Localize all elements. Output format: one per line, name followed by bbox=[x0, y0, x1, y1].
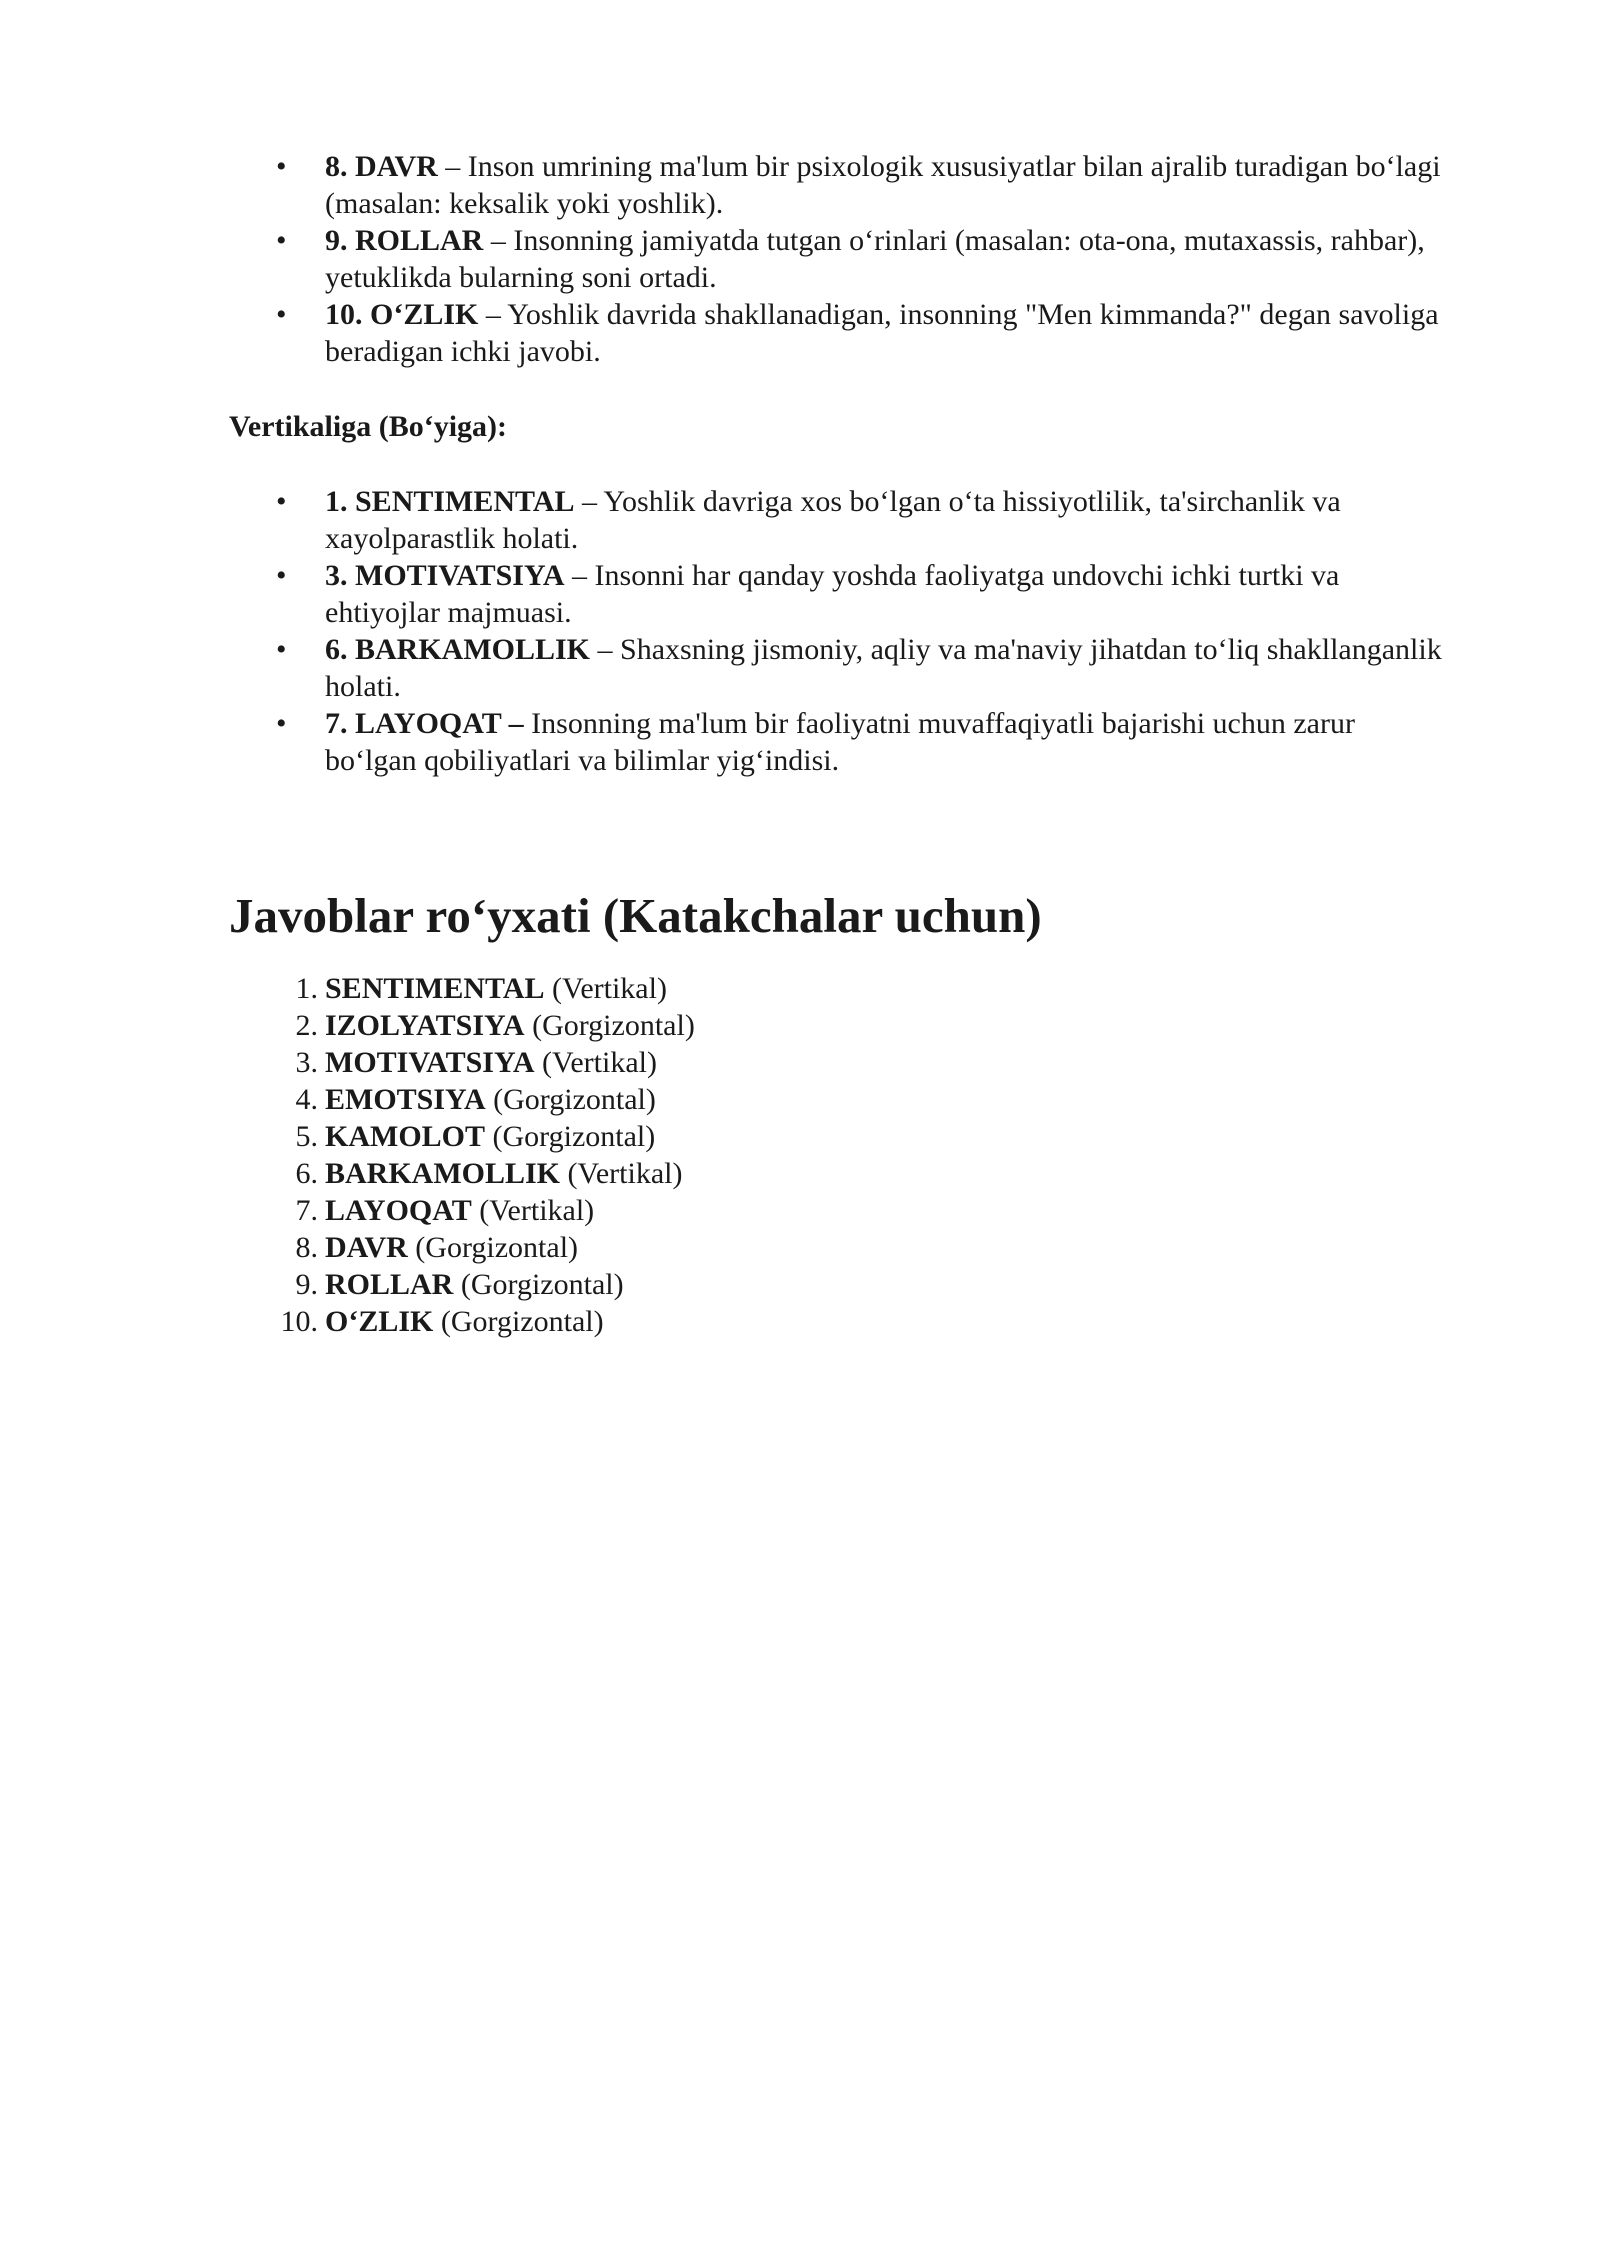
item-number: 4. bbox=[295, 1083, 318, 1116]
answer-direction: (Gorgizontal) bbox=[524, 1009, 695, 1042]
term: 9. ROLLAR bbox=[325, 224, 484, 257]
item-number: 2. bbox=[295, 1009, 318, 1042]
answer-direction: (Gorgizontal) bbox=[407, 1231, 579, 1264]
bullet-icon: • bbox=[276, 633, 287, 666]
answer-direction: (Gorgizontal) bbox=[433, 1305, 604, 1338]
bullet-icon: • bbox=[276, 150, 287, 183]
term: 10. O‘ZLIK bbox=[325, 298, 479, 331]
answer-direction: (Vertikal) bbox=[534, 1046, 657, 1079]
item-number: 1. bbox=[295, 972, 318, 1005]
definition: – Yoshlik davrida shakllanadigan, insonning "Men kimmanda?" degan savoliga beradigan ichki javobi. bbox=[325, 298, 1439, 368]
answer-direction: (Gorgizontal) bbox=[485, 1083, 656, 1116]
answer-word: MOTIVATSIYA bbox=[325, 1046, 535, 1079]
list-item bbox=[229, 705, 1449, 779]
definition: – Shaxsning jismoniy, aqliy va ma'naviy jihatdan to‘liq shakllanganlik holati. bbox=[325, 633, 1442, 703]
answer-direction: (Vertikal) bbox=[471, 1194, 595, 1227]
list-item bbox=[229, 296, 1449, 370]
bullet-icon: • bbox=[276, 298, 287, 331]
answer-word: LAYOQAT bbox=[325, 1194, 472, 1227]
answer-item bbox=[229, 1081, 1449, 1118]
answer-direction: (Vertikal) bbox=[560, 1157, 683, 1190]
vertical-section-label: Vertikaliga (Bo‘yiga): bbox=[229, 410, 508, 443]
term: 1. SENTIMENTAL bbox=[325, 485, 575, 518]
answers-heading: Javoblar ro‘yxati (Katakchalar uchun) bbox=[229, 888, 1042, 943]
answer-word: KAMOLOT bbox=[325, 1120, 486, 1153]
answer-item bbox=[229, 1118, 1449, 1155]
answer-item bbox=[229, 1155, 1449, 1192]
gorizontal-definitions-list bbox=[229, 148, 1449, 370]
item-number: 9. bbox=[295, 1268, 318, 1301]
item-number: 8. bbox=[295, 1231, 318, 1264]
vertical-definitions-list bbox=[229, 483, 1449, 779]
term: 8. DAVR bbox=[325, 150, 438, 183]
item-number: 10. bbox=[280, 1305, 318, 1338]
answer-word: O‘ZLIK bbox=[325, 1305, 434, 1338]
answer-item bbox=[229, 1303, 1449, 1340]
answer-word: BARKAMOLLIK bbox=[325, 1157, 561, 1190]
list-item bbox=[229, 222, 1449, 296]
item-number: 6. bbox=[295, 1157, 318, 1190]
answer-direction: (Vertikal) bbox=[544, 972, 667, 1005]
item-number: 3. bbox=[295, 1046, 318, 1079]
definition: – Insonning jamiyatda tutgan o‘rinlari (masalan: ota-ona, mutaxassis, rahbar), yetuklikda bularning soni ortadi. bbox=[325, 224, 1425, 294]
item-number: 7. bbox=[295, 1194, 318, 1227]
list-item bbox=[229, 483, 1449, 557]
definition: – Yoshlik davriga xos bo‘lgan o‘ta hissiyotlilik, ta'sirchanlik va xayolparastlik holati. bbox=[325, 485, 1341, 555]
answer-word: EMOTSIYA bbox=[325, 1083, 486, 1116]
answer-word: DAVR bbox=[325, 1231, 408, 1264]
bullet-icon: • bbox=[276, 224, 287, 257]
bullet-icon: • bbox=[276, 707, 287, 740]
answer-item bbox=[229, 1266, 1449, 1303]
list-item bbox=[229, 148, 1449, 222]
bullet-icon: • bbox=[276, 485, 287, 518]
document-content bbox=[229, 148, 1449, 1340]
bullet-icon: • bbox=[276, 559, 287, 592]
answer-item bbox=[229, 970, 1449, 1007]
list-item bbox=[229, 557, 1449, 631]
term: 3. MOTIVATSIYA bbox=[325, 559, 565, 592]
answer-item bbox=[229, 1192, 1449, 1229]
answer-direction: (Gorgizontal) bbox=[453, 1268, 624, 1301]
answer-word: ROLLAR bbox=[325, 1268, 454, 1301]
answer-item bbox=[229, 1229, 1449, 1266]
answer-direction: (Gorgizontal) bbox=[485, 1120, 656, 1153]
definition: – Inson umrining ma'lum bir psixologik xususiyatlar bilan ajralib turadigan bo‘lagi (masalan: keksalik yoki yoshlik). bbox=[325, 150, 1441, 220]
term: 7. LAYOQAT – bbox=[325, 707, 524, 740]
definition: Insonning ma'lum bir faoliyatni muvaffaqiyatli bajarishi uchun zarur bo‘lgan qobiliyatlari va bilimlar yig‘indisi. bbox=[325, 707, 1355, 777]
term: 6. BARKAMOLLIK bbox=[325, 633, 591, 666]
item-number: 5. bbox=[295, 1120, 318, 1153]
answers-list bbox=[229, 970, 1449, 1340]
answer-word: SENTIMENTAL bbox=[325, 972, 545, 1005]
definition: – Insonni har qanday yoshda faoliyatga undovchi ichki turtki va ehtiyojlar majmuasi. bbox=[325, 559, 1340, 629]
answer-item bbox=[229, 1007, 1449, 1044]
list-item bbox=[229, 631, 1449, 705]
answer-item bbox=[229, 1044, 1449, 1081]
answer-word: IZOLYATSIYA bbox=[325, 1009, 525, 1042]
